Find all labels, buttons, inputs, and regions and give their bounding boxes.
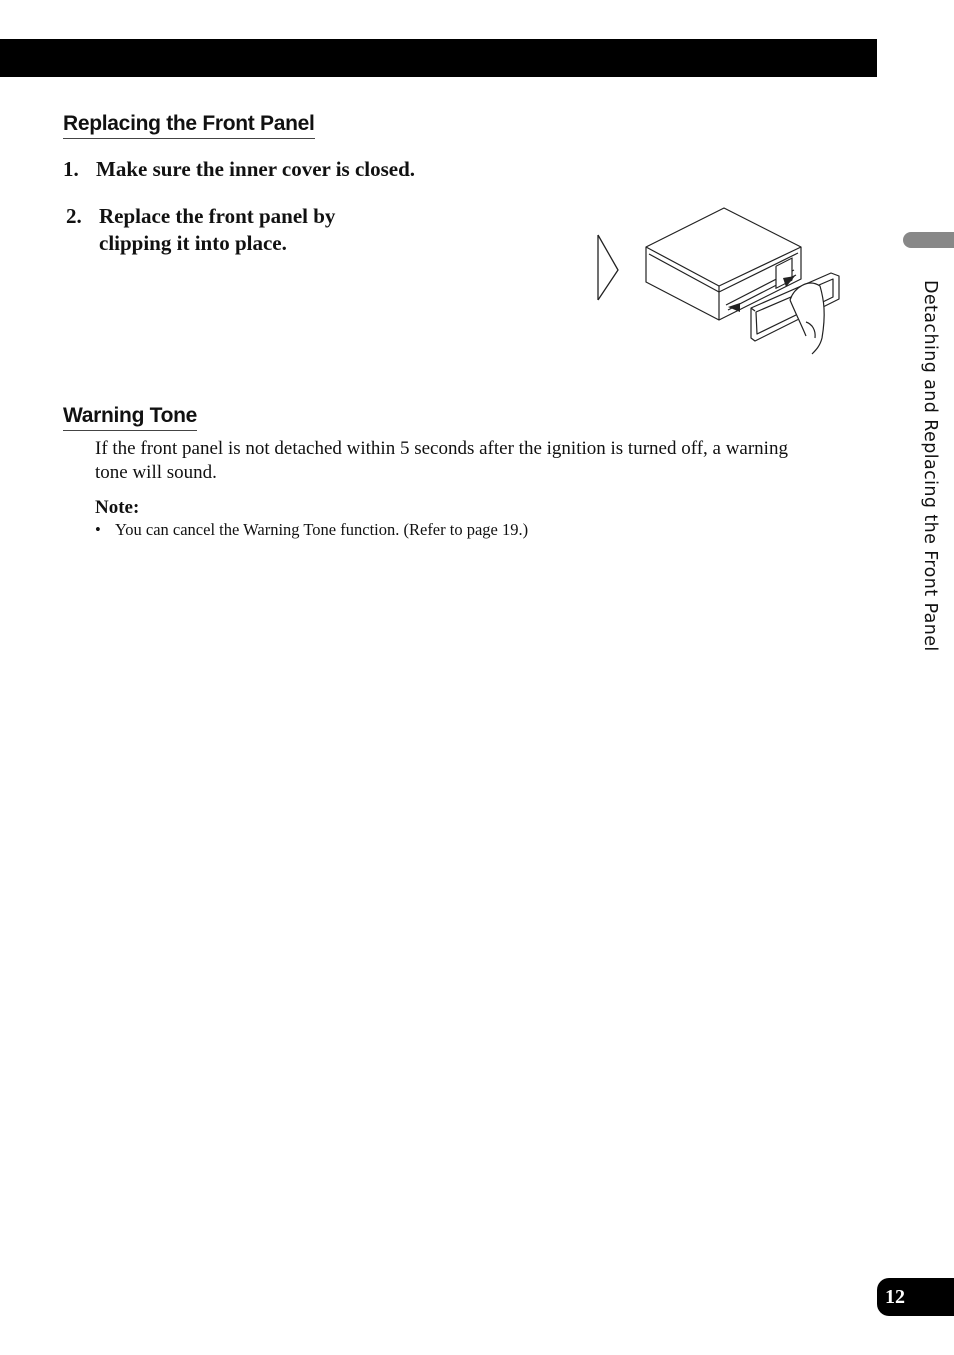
section-heading-warning: Warning Tone: [63, 404, 197, 431]
front-panel-illustration: [594, 204, 844, 356]
bullet-icon: •: [95, 520, 101, 539]
step-number: 1.: [63, 157, 79, 181]
step-text-line: clipping it into place.: [99, 231, 287, 255]
note-text: You can cancel the Warning Tone function. (Refer to page 19.): [115, 520, 529, 539]
pointer-arrow-icon: [598, 235, 618, 300]
note-item: [95, 520, 528, 540]
warning-description-line: tone will sound.: [95, 462, 217, 483]
header-bar: [0, 39, 877, 77]
section-heading-replacing: Replacing the Front Panel: [63, 112, 315, 139]
step-2: [66, 203, 466, 257]
sidebar-chapter-title: Detaching and Replacing the Front Panel: [920, 280, 940, 652]
warning-description-line: If the front panel is not detached within 5 seconds after the ignition is turned off, a warning: [95, 438, 788, 459]
side-tab: [903, 232, 954, 248]
note-label: Note:: [95, 497, 140, 518]
step-text-line: Replace the front panel by: [99, 204, 336, 228]
step-text: [99, 203, 335, 257]
step-text: Make sure the inner cover is closed.: [96, 157, 416, 181]
page-number: 12: [877, 1278, 954, 1316]
step-1: [63, 156, 563, 183]
warning-description: [95, 437, 855, 485]
step-number: 2.: [66, 204, 82, 228]
